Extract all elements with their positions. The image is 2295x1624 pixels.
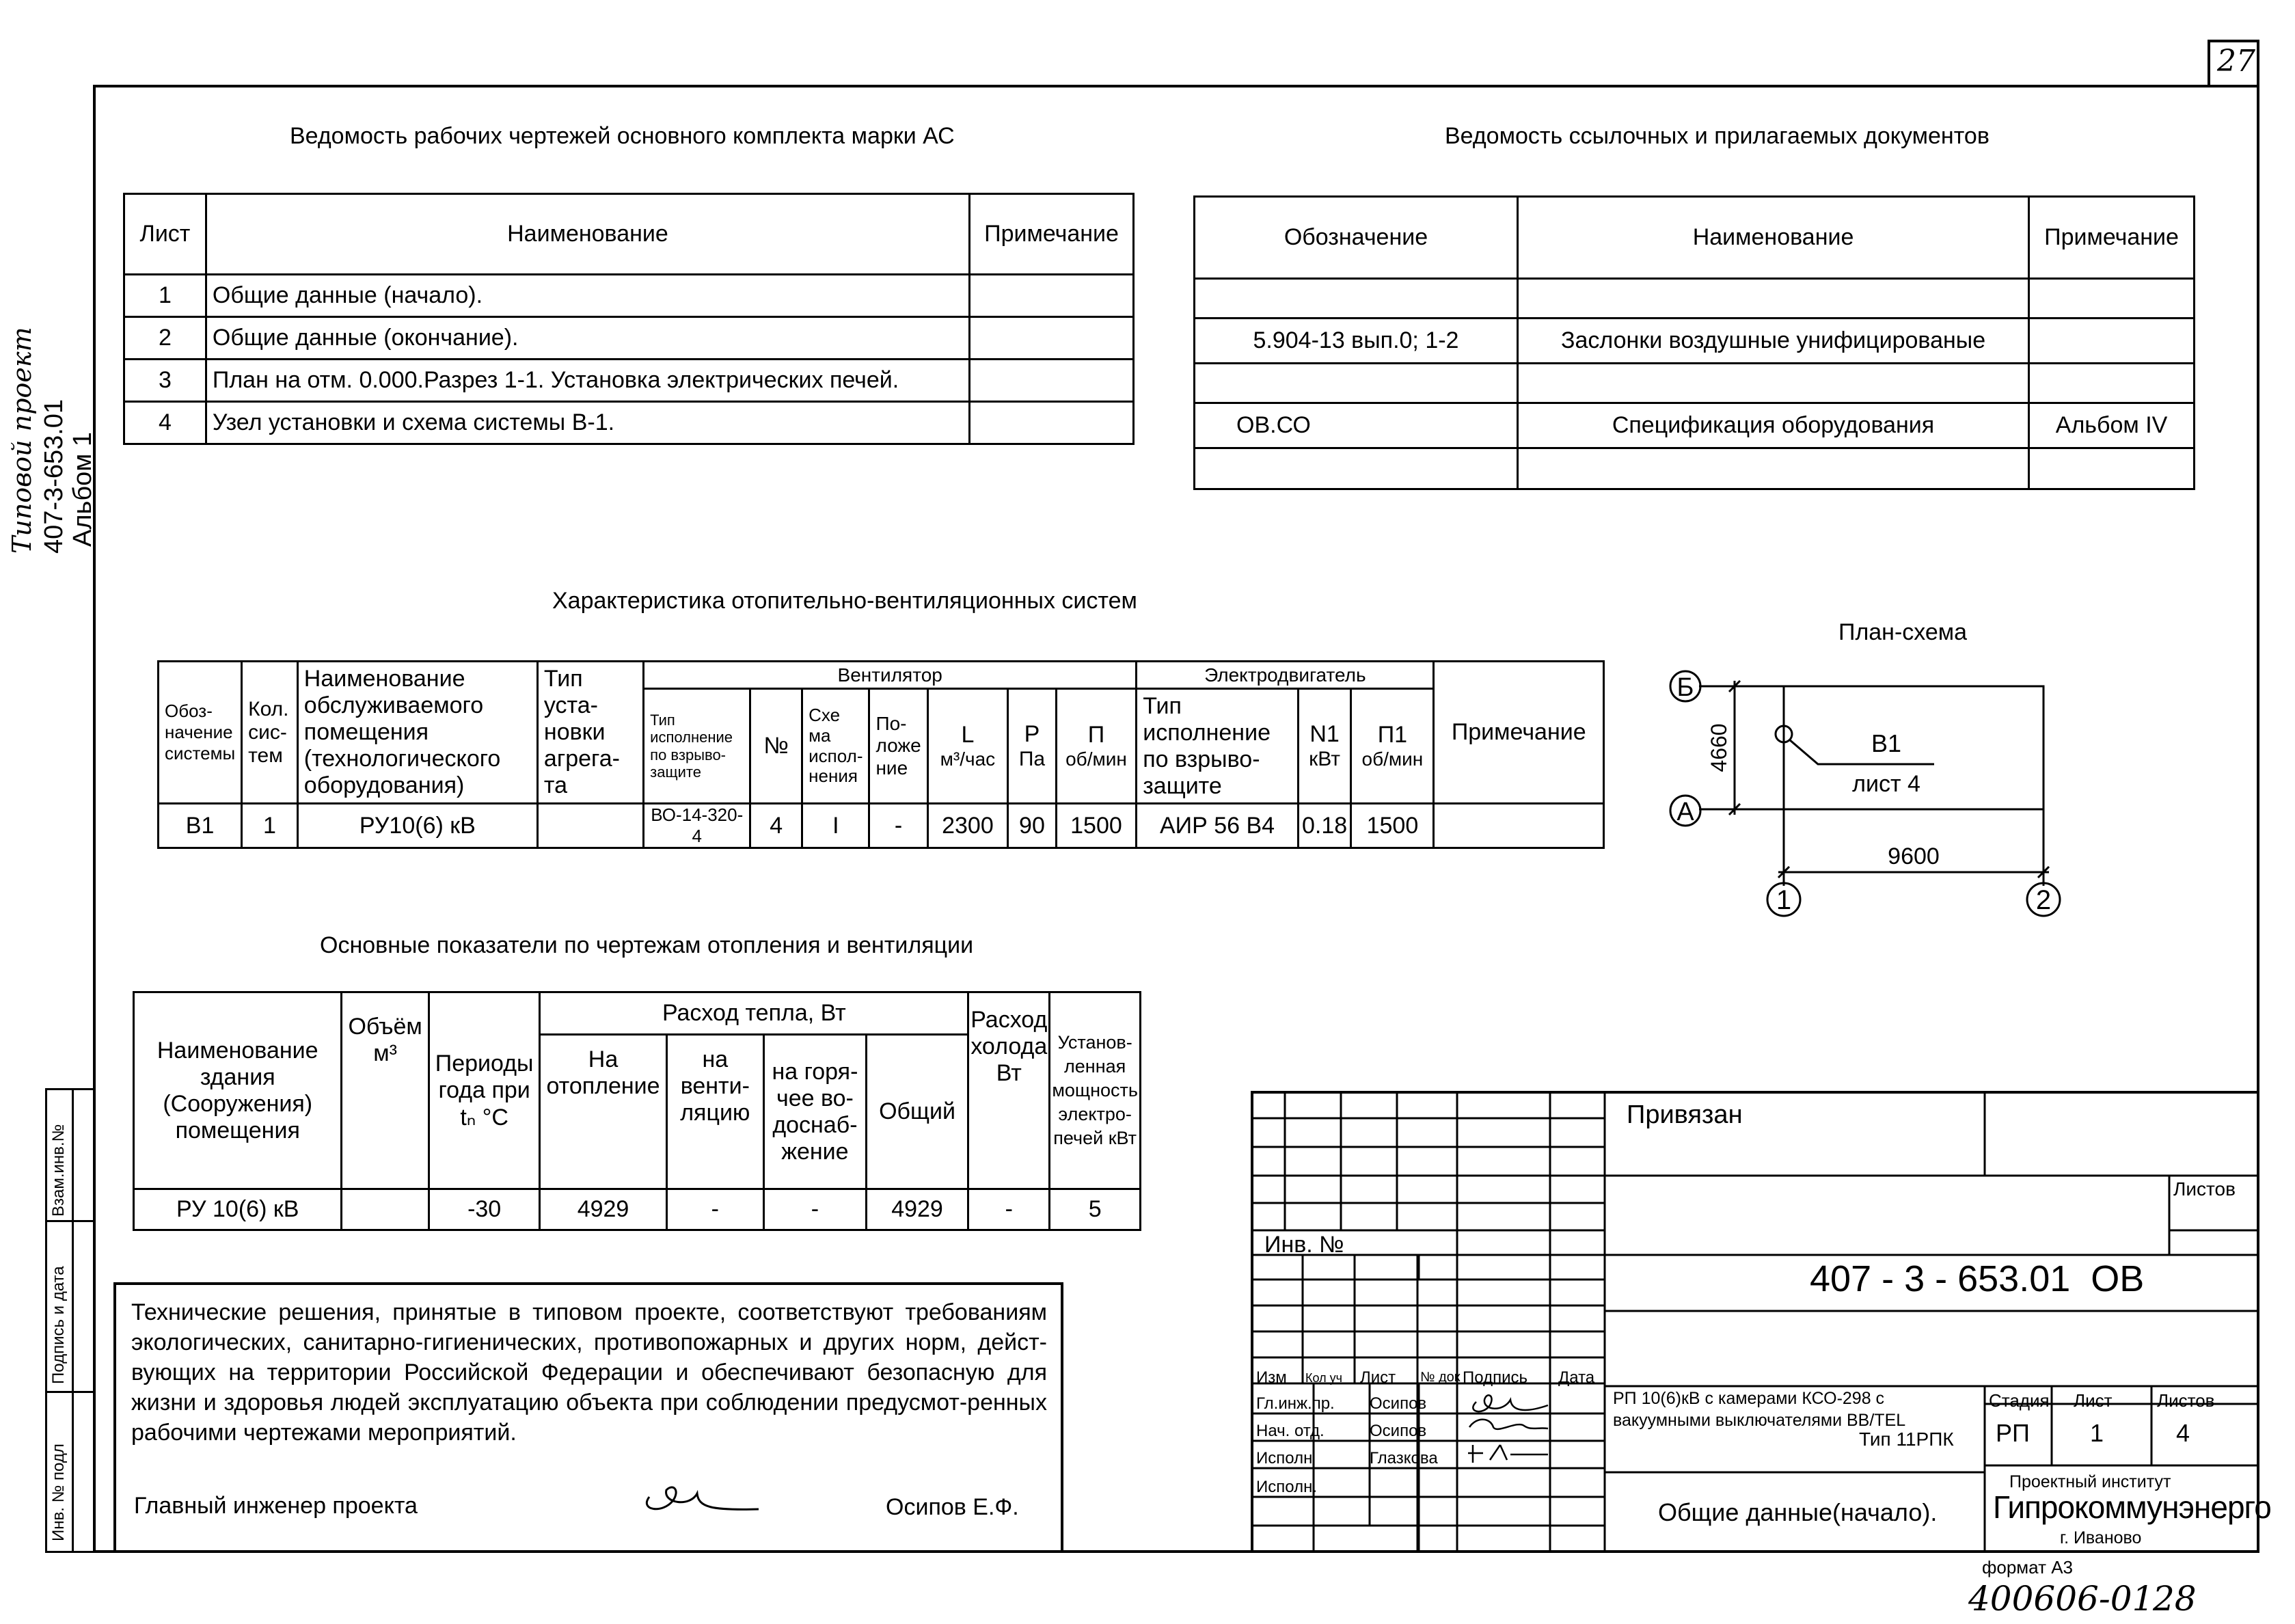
inv-no-label: Инв. № xyxy=(1264,1232,1344,1258)
cell: Спецификация оборудования xyxy=(1517,403,2028,448)
sys-header-count: Кол. сис-тем xyxy=(242,662,298,804)
cell: - xyxy=(764,1189,867,1230)
cell: Общие данные (начало). xyxy=(206,275,969,317)
cell: АИР 56 В4 xyxy=(1137,804,1299,848)
col-header-list: Лист xyxy=(1360,1368,1396,1387)
cell xyxy=(970,402,1134,444)
cell: 4929 xyxy=(866,1189,968,1230)
cell: 4 xyxy=(750,804,802,848)
sys-header-n1 xyxy=(1351,689,1434,804)
role-1: Гл.инж.пр. xyxy=(1256,1394,1335,1413)
cell: - xyxy=(869,804,927,848)
table-row xyxy=(124,317,1134,360)
sys-header-no: № xyxy=(750,689,802,804)
archive-number: 400606-01 xyxy=(1968,1579,2154,1619)
ind-header-total: Общий xyxy=(866,1035,968,1189)
sys-header-L xyxy=(927,689,1008,804)
ind-header-heating: На отопление xyxy=(540,1035,666,1189)
plan-scheme xyxy=(1654,656,2078,930)
sign-date-label: Подпись и дата xyxy=(49,1266,68,1384)
table-row xyxy=(124,275,1134,317)
description: РП 10(6)кВ с камерами КСО-298 с вакуумными выключателями ВВ/TEL xyxy=(1613,1389,1906,1430)
ind-header-power: Установ-ленная мощность электро-печей кВт xyxy=(1050,992,1141,1189)
role-3-name: Глазкова xyxy=(1370,1449,1438,1467)
cell xyxy=(2029,448,2195,489)
sys-header-P-symbol: P xyxy=(1024,721,1040,747)
col-header-ndoc: № док xyxy=(1420,1370,1461,1385)
cell: 1 xyxy=(242,804,298,848)
cell xyxy=(1517,279,2028,319)
sys-header-N1-unit: кВт xyxy=(1309,748,1341,770)
ind-header-name: Наименование здания (Сооружения) помещения xyxy=(134,992,342,1189)
institute-city: г. Иваново xyxy=(2060,1528,2142,1547)
sys-header-N1-symbol: N1 xyxy=(1309,721,1340,747)
cell: I xyxy=(802,804,869,848)
table-row xyxy=(1195,279,2195,319)
cell: 1500 xyxy=(1056,804,1137,848)
cell: В1 xyxy=(159,804,242,848)
col-header-date: Дата xyxy=(1558,1368,1595,1387)
sys-header-position: По-ложе ние xyxy=(869,689,927,804)
sheet-label: лист 4 xyxy=(1852,771,1920,797)
cell: РУ 10(6) кВ xyxy=(134,1189,342,1230)
sheets-value: 4 xyxy=(2176,1419,2190,1447)
cell: -30 xyxy=(429,1189,540,1230)
leader-line xyxy=(1789,740,1934,764)
cell: Заслонки воздушные унифицированые xyxy=(1517,319,2028,364)
system-label: В1 xyxy=(1871,729,1902,757)
col-header-kol: Кол уч xyxy=(1305,1371,1342,1385)
engineer-name: Осипов Е.Ф. xyxy=(886,1494,1019,1520)
drawings-list-table xyxy=(123,193,1135,445)
drawings-list-title: Ведомость рабочих чертежей основного комплекта марки АС xyxy=(290,123,955,149)
table-row xyxy=(1195,319,2195,364)
sys-header-L-unit: м³/час xyxy=(940,748,996,770)
cell xyxy=(1434,804,1604,848)
cell: РУ10(6) кВ xyxy=(297,804,537,848)
cell xyxy=(2029,319,2195,364)
refs-header-designation: Обозначение xyxy=(1195,197,1518,279)
engineer-label: Главный инженер проекта xyxy=(134,1493,418,1519)
sys-header-motor-type: Тип исполнение по взрыво-защите xyxy=(1137,689,1299,804)
institute-label: Проектный институт xyxy=(2009,1472,2171,1491)
cell xyxy=(970,317,1134,360)
side-stamp-line2: 407-3-653.01 xyxy=(40,398,68,554)
cell: 4 xyxy=(124,402,206,444)
role-2-name: Осипов xyxy=(1370,1422,1427,1440)
ind-header-hot-water: на горя-чее во-доснаб-жение xyxy=(764,1035,867,1189)
drawings-header-name: Наименование xyxy=(206,194,969,275)
sys-header-n1-symbol: П1 xyxy=(1377,722,1408,748)
role-2: Нач. отд. xyxy=(1256,1422,1325,1440)
sys-header-fan-type: Тип исполнение по взрыво-защите xyxy=(644,689,750,804)
sys-group-fan: Вентилятор xyxy=(644,662,1137,689)
ind-header-periods: Периоды года при tₙ °С xyxy=(429,992,540,1189)
table-row xyxy=(1195,448,2195,489)
page-number: 27 xyxy=(2217,44,2255,79)
cell xyxy=(1517,364,2028,403)
refs-header-name: Наименование xyxy=(1517,197,2028,279)
refs-list-table xyxy=(1193,195,2195,490)
cell: 90 xyxy=(1008,804,1057,848)
cell: - xyxy=(666,1189,764,1230)
cell: 5 xyxy=(1050,1189,1141,1230)
refs-header-note: Примечание xyxy=(2029,197,2195,279)
table-row xyxy=(1195,403,2195,448)
sys-header-P xyxy=(1008,689,1057,804)
stage-label: Стадия xyxy=(1989,1390,2050,1411)
cell: План на отм. 0.000.Разрез 1-1. Установка электрических печей. xyxy=(206,360,969,402)
cell xyxy=(2029,279,2195,319)
table-row xyxy=(134,1189,1141,1230)
refs-list-title: Ведомость ссылочных и прилагаемых документов xyxy=(1445,123,1990,149)
inv-change-label: Взам.инв.№ xyxy=(49,1124,68,1217)
cell xyxy=(537,804,643,848)
sheets-label: Листов xyxy=(2157,1390,2215,1411)
cell: Альбом IV xyxy=(2029,403,2195,448)
systems-table xyxy=(157,660,1605,849)
dim-h-value: 9600 xyxy=(1888,843,1940,869)
indicators-table xyxy=(133,991,1141,1231)
cell: 1 xyxy=(124,275,206,317)
cell: 2300 xyxy=(927,804,1008,848)
cell xyxy=(342,1189,429,1230)
sys-header-n1-unit: об/мин xyxy=(1361,748,1424,770)
sys-header-n-symbol: П xyxy=(1087,722,1105,748)
archive-page: 28 xyxy=(2153,1579,2197,1619)
role-1-name: Осипов xyxy=(1370,1394,1427,1413)
systems-title: Характеристика отопительно-вентиляционных систем xyxy=(552,588,1137,614)
cell: - xyxy=(968,1189,1050,1230)
sys-group-motor: Электродвигатель xyxy=(1137,662,1434,689)
role-4: Исполн. xyxy=(1256,1478,1317,1496)
sys-header-scheme: Схе ма испол-нения xyxy=(802,689,869,804)
cell: Узел установки и схема системы В-1. xyxy=(206,402,969,444)
linked-label: Привязан xyxy=(1627,1100,1743,1129)
signature-osipov-2 xyxy=(1463,1413,1551,1441)
cell: 3 xyxy=(124,360,206,402)
stage-value: РП xyxy=(1996,1419,2030,1447)
ind-header-heat: Расход тепла, Вт xyxy=(540,992,968,1035)
cell: 5.904-13 вып.0; 1-2 xyxy=(1195,319,1518,364)
cell: ВО-14-320-4 xyxy=(644,804,750,848)
axis-b-label: Б xyxy=(1676,673,1694,702)
col-header-izm: Изм xyxy=(1256,1368,1287,1387)
document-code: 407 - 3 - 653.01 ОВ xyxy=(1810,1258,2145,1299)
axis-1-label: 1 xyxy=(1776,885,1792,915)
table-row xyxy=(124,402,1134,444)
engineer-signature xyxy=(636,1470,772,1524)
cell xyxy=(2029,364,2195,403)
cell xyxy=(1195,448,1518,489)
sys-header-P-unit: Па xyxy=(1018,748,1046,770)
sys-header-room: Наименование обслуживаемого помещения (технологического оборудования) xyxy=(297,662,537,804)
cell: 4929 xyxy=(540,1189,666,1230)
institute-name: Гипрокоммунэнерго xyxy=(1993,1489,2271,1525)
col-header-sign: Подпись xyxy=(1463,1368,1527,1387)
indicators-title: Основные показатели по чертежам отопления и вентиляции xyxy=(320,932,974,958)
sheet-title: Общие данные(начало). xyxy=(1658,1498,1938,1526)
cell xyxy=(1195,279,1518,319)
sys-header-N1 xyxy=(1298,689,1351,804)
table-row xyxy=(1195,364,2195,403)
type-label: Тип 11РПК xyxy=(1859,1429,1954,1450)
table-row xyxy=(159,804,1604,848)
cell: 2 xyxy=(124,317,206,360)
sys-header-unit-type: Тип уста-новки агрега-та xyxy=(537,662,643,804)
axis-a-label: А xyxy=(1676,798,1694,826)
sheet-label: Лист xyxy=(2074,1390,2113,1411)
inv-orig-label: Инв. № подл xyxy=(49,1444,68,1541)
drawings-header-sheet: Лист xyxy=(124,194,206,275)
cell: ОВ.СО xyxy=(1195,403,1518,448)
sys-header-designation: Обоз-начение системы xyxy=(159,662,242,804)
sys-header-note: Примечание xyxy=(1434,662,1604,804)
sys-header-L-symbol: L xyxy=(961,722,975,748)
statement-text: Технические решения, принятые в типовом проекте, соответствуют требованиям экологических, санитарно-гигиенических, противопожарных и других норм, дейст-вующих на территории Российской Федерации и обеспечивают безопасную для жизни и здоровья людей эксплуатацию объекта при соблюдении предусмот-ренных рабочими чертежами мероприятий. xyxy=(131,1299,1047,1446)
plan-scheme-title: План-схема xyxy=(1838,619,1968,645)
ind-header-cold: Расход холода Вт xyxy=(968,992,1050,1189)
format-label: формат А3 xyxy=(1982,1557,2074,1578)
side-stamp-line3: Альбом 1 xyxy=(68,431,97,547)
cell: Общие данные (окончание). xyxy=(206,317,969,360)
sheet-value: 1 xyxy=(2090,1419,2104,1447)
drawings-header-note: Примечание xyxy=(970,194,1134,275)
table-row xyxy=(124,360,1134,402)
sheets-label-top: Листов xyxy=(2173,1178,2236,1200)
ind-header-vent: на венти-ляцию xyxy=(666,1035,764,1189)
ind-header-volume: Объём м³ xyxy=(342,992,429,1189)
side-stamp-line1: Типовой проект xyxy=(7,327,37,554)
sys-header-n xyxy=(1056,689,1137,804)
cell xyxy=(1195,364,1518,403)
cell xyxy=(970,360,1134,402)
cell: 0.18 xyxy=(1298,804,1351,848)
cell: 1500 xyxy=(1351,804,1434,848)
signature-glazkova xyxy=(1463,1439,1551,1467)
dim-v-value: 4660 xyxy=(1707,723,1731,772)
sys-header-n-unit: об/мин xyxy=(1065,748,1127,770)
role-3: Исполн xyxy=(1256,1449,1313,1467)
axis-2-label: 2 xyxy=(2035,885,2052,915)
cell xyxy=(1517,448,2028,489)
cell xyxy=(970,275,1134,317)
